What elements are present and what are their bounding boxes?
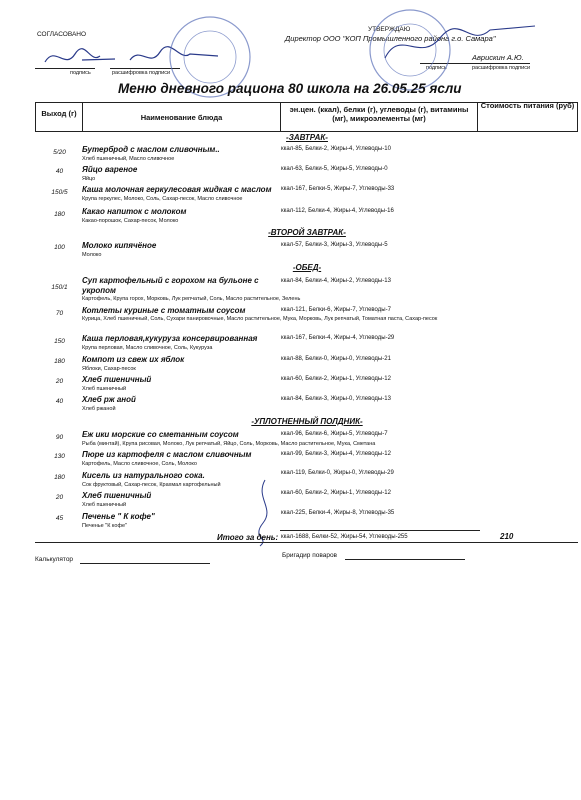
dish-ingredients: Молоко: [82, 252, 102, 258]
dish-nutrition: ккал-167, Белки-5, Жиры-7, Углеводы-33: [281, 186, 395, 192]
dish-name: Яйцо вареное: [82, 165, 138, 174]
signatory-name: Аврискин А.Ю.: [472, 53, 524, 62]
row-out: 180: [54, 474, 65, 481]
dish-ingredients: Сок фруктовый, Сахар-песок, Крахмал картофельный: [82, 482, 221, 488]
dish-nutrition: ккал-88, Белки-0, Жиры-0, Углеводы-21: [281, 356, 391, 362]
dish-ingredients: Рыба (минтай), Крупа рисовая, Молоко, Лук репчатый, Яйцо, Соль, Морковь, Масло растительное, Мука, Сметана: [82, 441, 376, 447]
dish-nutrition: ккал-121, Белки-6, Жиры-7, Углеводы-7: [281, 307, 391, 313]
director-line: Директор ООО "КОП Промышленного района г.о. Самара": [285, 34, 496, 43]
dish-ingredients: Печенье "К кофе": [82, 523, 127, 529]
col-nutr-header: эн.цен. (ккал), белки (г), углеводы (г), витамины (мг), микроэлементы (мг): [289, 105, 469, 123]
dish-nutrition: ккал-112, Белки-4, Жиры-4, Углеводы-16: [281, 208, 394, 214]
dish-name: Компот из свеж их яблок: [82, 355, 185, 364]
dish-nutrition: ккал-119, Белки-0, Жиры-0, Углеводы-29: [281, 470, 394, 476]
dish-ingredients: Картофель, Крупа горох, Морковь, Лук репчатый, Соль, Масло растительное, Зелень: [82, 296, 301, 302]
dish-nutrition: ккал-225, Белки-4, Жиры-8, Углеводы-35: [281, 510, 395, 516]
dish-ingredients: Курица, Хлеб пшеничный, Соль, Сухари панировочные, Масло растительное, Мука, Морковь, Лук репчатый, Томатная паста, Сахар-песок: [82, 316, 438, 322]
section-lunch: -ОБЕД-: [292, 263, 322, 272]
row-out: 70: [55, 310, 64, 317]
dish-nutrition: ккал-167, Белки-4, Жиры-4, Углеводы-29: [281, 335, 395, 341]
row-out: 150/1: [51, 284, 68, 291]
row-out: 150/5: [51, 189, 68, 196]
dish-ingredients: Картофель, Масло сливочное, Соль, Молоко: [82, 461, 197, 467]
dish-nutrition: ккал-85, Белки-2, Жиры-4, Углеводы-10: [281, 146, 391, 152]
chef-label: Бригадир поваров: [282, 552, 338, 559]
dish-ingredients: Хлеб пшеничный: [82, 386, 127, 392]
approved-left-label: СОГЛАСОВАНО: [37, 31, 87, 38]
dish-nutrition: ккал-63, Белки-5, Жиры-5, Углеводы-0: [281, 166, 388, 172]
dish-name: Хлеб пшеничный: [82, 375, 152, 384]
row-out: 5/20: [53, 149, 66, 156]
approved-right-label: УТВЕРЖДАЮ: [368, 26, 411, 33]
left-decode-caption: расшифровка подписи: [112, 70, 171, 76]
dish-name: Хлеб рж аной: [82, 395, 136, 404]
section-second-breakfast: -ВТОРОЙ ЗАВТРАК-: [268, 228, 346, 237]
row-out: 45: [55, 515, 64, 522]
col-name-header: Наименование блюда: [140, 113, 223, 122]
dish-nutrition: ккал-84, Белки-3, Жиры-0, Углеводы-13: [281, 396, 391, 402]
dish-name: Молоко кипячёное: [82, 241, 157, 250]
dish-name: Еж ики морские со сметанным соусом: [82, 430, 239, 439]
dish-nutrition: ккал-60, Белки-2, Жиры-1, Углеводы-12: [281, 376, 391, 382]
dish-name: Кисель из натурального сока.: [82, 471, 205, 480]
dish-nutrition: ккал-99, Белки-3, Жиры-4, Углеводы-12: [281, 451, 391, 457]
dish-ingredients: Хлеб ржаной: [82, 406, 116, 412]
right-decode-caption: расшифровка подписи: [472, 65, 531, 71]
row-out: 150: [54, 338, 65, 345]
row-out: 180: [54, 211, 65, 218]
col-cost-header: Стоимость питания (руб): [480, 101, 575, 110]
right-sign-caption: подпись: [426, 65, 447, 71]
dish-ingredients: Хлеб пшеничный, Масло сливочное: [82, 156, 175, 162]
row-out: 130: [54, 453, 65, 460]
page-title: Меню дневного рациона 80 школа на 26.05.25 ясли: [118, 81, 462, 96]
dish-name: Каша молочная геркулесовая жидкая с маслом: [82, 185, 272, 194]
dish-name: Котлеты куриные с томатным соусом: [82, 306, 246, 315]
right-signature-image: [380, 18, 540, 68]
row-out: 90: [55, 434, 64, 441]
row-out: 20: [55, 494, 64, 501]
dish-ingredients: Хлеб пшеничный: [82, 502, 127, 508]
dish-nutrition: ккал-60, Белки-2, Жиры-1, Углеводы-12: [281, 490, 391, 496]
row-out: 40: [55, 168, 64, 175]
row-out: 40: [55, 398, 64, 405]
dish-ingredients: Яблоки, Сахар-песок: [82, 366, 136, 372]
section-snack: -УПЛОТНЕННЫЙ ПОЛДНИК-: [251, 417, 363, 426]
left-sign-caption: подпись: [70, 70, 91, 76]
dish-nutrition: ккал-96, Белки-6, Жиры-5, Углеводы-7: [281, 431, 388, 437]
totals-cost: 210: [500, 532, 514, 541]
dish-nutrition: ккал-57, Белки-3, Жиры-3, Углеводы-5: [281, 242, 388, 248]
dish-name: Печенье " К кофе": [82, 512, 155, 521]
calculator-label: Калькулятор: [35, 556, 74, 563]
section-breakfast: -ЗАВТРАК-: [286, 133, 328, 142]
dish-name-continued: укропом: [82, 286, 116, 295]
dish-ingredients: Какао-порошок, Сахар-песок, Молоко: [82, 218, 179, 224]
dish-name: Какао напиток с молоком: [82, 207, 187, 216]
dish-ingredients: Крупа перловая, Масло сливочное, Соль, Кукуруза: [82, 345, 213, 351]
dish-name: Каша перловая,кукуруза консервированная: [82, 334, 258, 343]
dish-nutrition: ккал-84, Белки-4, Жиры-2, Углеводы-13: [281, 278, 391, 284]
totals-label: Итого за день:: [217, 533, 279, 542]
totals-nutrition: ккал-1688, Белки-52, Жиры-54, Углеводы-255: [281, 534, 408, 540]
dish-name: Суп картофельный с горохом на бульоне с: [82, 276, 259, 285]
row-out: 100: [54, 244, 65, 251]
row-out: 180: [54, 358, 65, 365]
col-out-header: Выход (г): [41, 109, 77, 118]
row-out: 20: [55, 378, 64, 385]
dish-ingredients: Крупа геркулес, Молоко, Соль, Сахар-песок, Масло сливочное: [82, 196, 243, 202]
dish-name: Бутерброд с маслом сливочным..: [82, 145, 220, 154]
dish-name: Пюре из картофеля с маслом сливочным: [82, 450, 252, 459]
dish-ingredients: Яйцо: [82, 176, 96, 182]
dish-name: Хлеб пшеничный: [82, 491, 152, 500]
